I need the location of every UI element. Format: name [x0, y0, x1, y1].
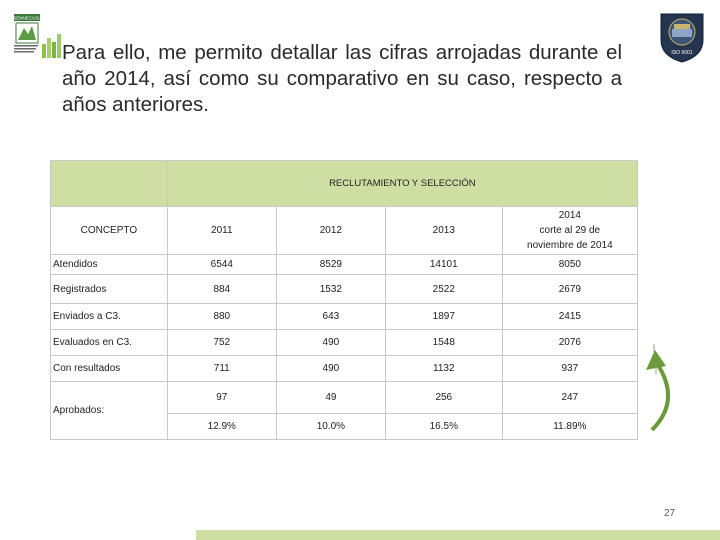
curved-arrow-icon	[642, 340, 690, 435]
year-header: 2012	[276, 207, 385, 255]
cell-value: 490	[276, 330, 385, 356]
header-2014-line: corte al 29 de	[539, 225, 601, 236]
row-label: Enviados a C3.	[51, 304, 168, 330]
table-title: RECLUTAMIENTO Y SELECCIÓN	[167, 161, 637, 207]
cell-value: 880	[167, 304, 276, 330]
title-blank-cell	[51, 161, 168, 207]
cell-value: 97	[167, 382, 276, 414]
cell-value: 2679	[502, 275, 637, 304]
intro-paragraph: Para ello, me permito detallar las cifras arrojadas durante el año 2014, así como su comparativo en su caso, respecto a años anteriores.	[62, 41, 622, 116]
cell-value: 256	[385, 382, 502, 414]
concept-header: CONCEPTO	[51, 207, 168, 255]
header-row	[51, 207, 638, 255]
sennecusl-logo	[12, 14, 62, 62]
cell-value: 2415	[502, 304, 637, 330]
table-row	[51, 356, 638, 382]
page-number: 27	[664, 508, 676, 519]
footer-bar	[196, 530, 720, 540]
cell-value: 8050	[502, 255, 637, 275]
recruitment-table	[50, 160, 638, 440]
percentage-value: 12.9%	[167, 414, 276, 440]
cell-value: 14101	[385, 255, 502, 275]
cell-value: 1897	[385, 304, 502, 330]
year-header: 2013	[385, 207, 502, 255]
cell-value: 8529	[276, 255, 385, 275]
percentage-value: 10.0%	[276, 414, 385, 440]
cell-value: 1532	[276, 275, 385, 304]
row-label: Aprobados:	[51, 382, 168, 440]
institution-seal-logo	[655, 10, 709, 64]
right-logo-text: ISO 9001	[671, 50, 693, 56]
cell-value: 884	[167, 275, 276, 304]
cell-value: 2076	[502, 330, 637, 356]
cell-value: 937	[502, 356, 637, 382]
year-header: 2011	[167, 207, 276, 255]
table-title-row	[51, 161, 638, 207]
table-row	[51, 304, 638, 330]
row-label: Registrados	[51, 275, 168, 304]
cell-value: 49	[276, 382, 385, 414]
table-row	[51, 382, 638, 414]
cell-value: 6544	[167, 255, 276, 275]
cell-value: 2522	[385, 275, 502, 304]
cell-value: 247	[502, 382, 637, 414]
year-header-2014	[502, 207, 637, 255]
cell-value: 490	[276, 356, 385, 382]
left-logo-text: SENNECUSL	[13, 15, 41, 21]
header-2014-line: 2014	[558, 210, 581, 221]
row-label: Atendidos	[51, 255, 168, 275]
cell-value: 643	[276, 304, 385, 330]
percentage-value: 11.89%	[502, 414, 637, 440]
cell-value: 711	[167, 356, 276, 382]
header-2014-line: noviembre de 2014	[527, 240, 613, 251]
row-label: Evaluados en C3.	[51, 330, 168, 356]
row-label: Con resultados	[51, 356, 168, 382]
cell-value: 752	[167, 330, 276, 356]
cell-value: 1132	[385, 356, 502, 382]
table-row	[51, 255, 638, 275]
cell-value: 1548	[385, 330, 502, 356]
percentage-value: 16.5%	[385, 414, 502, 440]
table-row	[51, 330, 638, 356]
table-row	[51, 275, 638, 304]
